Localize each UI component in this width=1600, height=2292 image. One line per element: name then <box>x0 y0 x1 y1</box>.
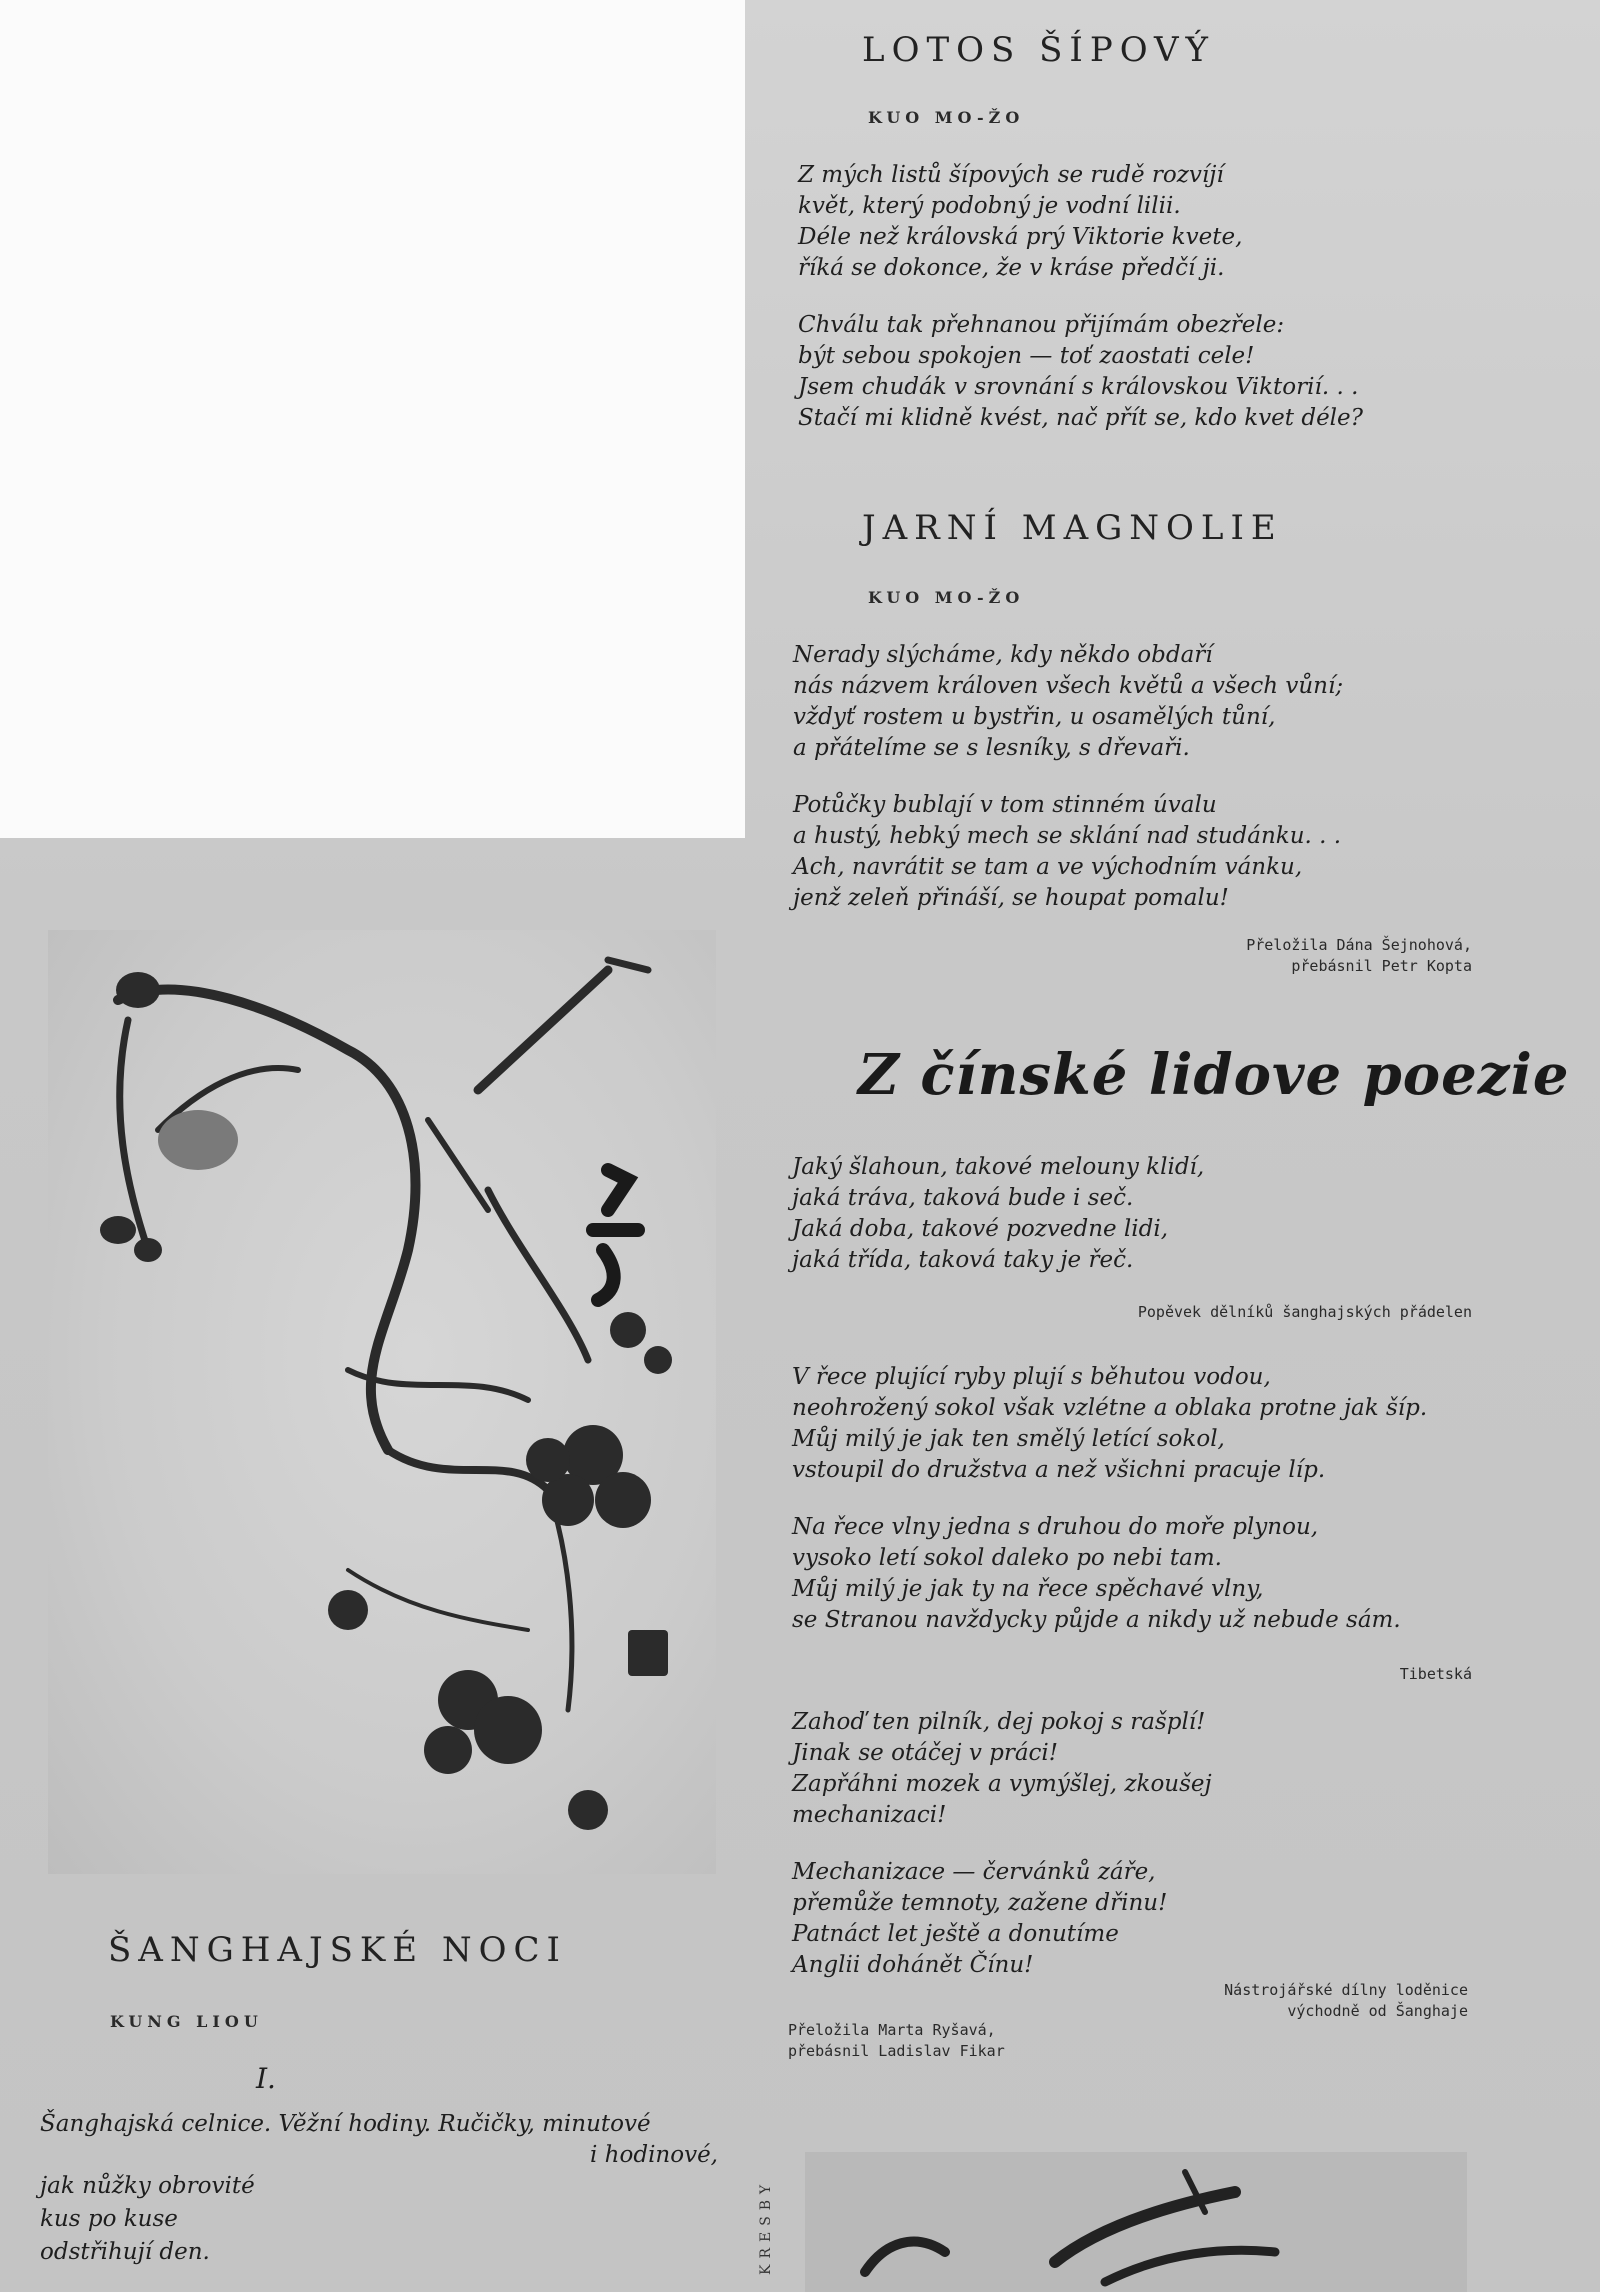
poem-line: Anglii dohánět Čínu! <box>792 1952 1034 1978</box>
poem-source-1: Popěvek dělníků šanghajských přádelen <box>1137 1303 1472 1321</box>
poem-line: Z mých listů šípových se rudě rozvíjí <box>798 162 1224 188</box>
poem-line: vstoupil do družstva a než všichni pracuje líp. <box>792 1457 1326 1483</box>
poem-line: odstřihují den. <box>40 2239 210 2265</box>
blank-paper-patch <box>0 0 745 838</box>
poem-title-magnolie: JARNÍ MAGNOLIE <box>862 508 1283 548</box>
poem-line: Šanghajská celnice. Věžní hodiny. Ručičky, minutové <box>40 2111 651 2137</box>
folk-poem-3-stanza-1 <box>792 1707 1212 1831</box>
poem-source-2: Tibetská <box>1399 1665 1472 1683</box>
poem-line: Ach, navrátit se tam a ve východním vánku, <box>793 854 1303 880</box>
poem-stanza-magnolie-1 <box>793 640 1343 764</box>
side-label-kresby: KRESBY <box>758 2178 774 2275</box>
poem-line: Můj milý je jak ten smělý letící sokol, <box>792 1426 1225 1452</box>
poem-line: se Stranou navždycky půjde a nikdy už nebude sám. <box>792 1607 1401 1633</box>
credit-line: Nástrojářské dílny loděnice <box>1224 1981 1468 1999</box>
poem-line: kus po kuse <box>40 2206 178 2232</box>
credit-line: přebásnil Ladislav Fikar <box>788 2042 1005 2060</box>
poem-line: Déle než královská prý Viktorie kvete, <box>798 224 1243 250</box>
poem-line: a hustý, hebký mech se sklání nad studánku. . . <box>793 823 1342 849</box>
poem-line: vysoko letí sokol daleko po nebi tam. <box>792 1545 1222 1571</box>
translator-credit-magnolie <box>1150 935 1472 977</box>
poem-source-3 <box>1140 1980 1468 2022</box>
poem-line: Chválu tak přehnanou přijímám obezřele: <box>798 312 1285 338</box>
poem-author-lotos: KUO MO-ŽO <box>868 108 1025 127</box>
poem-line: i hodinové, <box>590 2142 718 2168</box>
poem-part-number: I. <box>256 2062 276 2095</box>
poem-line: V řece plující ryby plují s běhutou vodou, <box>792 1364 1271 1390</box>
folk-poem-3-stanza-2 <box>792 1857 1167 1981</box>
poem-stanza-magnolie-2 <box>793 790 1341 914</box>
poem-line: přemůže temnoty, zažene dřinu! <box>792 1890 1168 1916</box>
poem-stanza-lotos-1 <box>798 160 1242 284</box>
poem-title-sanghaj: ŠANGHAJSKÉ NOCI <box>108 1930 567 1970</box>
poem-line: Zahoď ten pilník, dej pokoj s rašplí! <box>792 1709 1206 1735</box>
poem-line: neohrožený sokol však vzlétne a oblaka protne jak šíp. <box>792 1395 1428 1421</box>
poem-line: Můj milý je jak ty na řece spěchavé vlny, <box>792 1576 1264 1602</box>
poem-line: být sebou spokojen — toť zaostati cele! <box>798 343 1255 369</box>
poem-title-lotos: LOTOS ŠÍPOVÝ <box>862 30 1215 70</box>
poem-line: Jaká doba, takové pozvedne lidi, <box>792 1216 1169 1242</box>
poem-author-magnolie: KUO MO-ŽO <box>868 588 1025 607</box>
poem-line: květ, který podobný je vodní lilii. <box>798 193 1181 219</box>
poem-line: jaká třída, taková taky je řeč. <box>792 1247 1134 1273</box>
poem-author-sanghaj: KUNG LIOU <box>110 2012 263 2031</box>
credit-line: přebásnil Petr Kopta <box>1291 957 1472 975</box>
poem-line: Jsem chudák v srovnání s královskou Viktorií. . . <box>798 374 1359 400</box>
poem-line: Potůčky bublají v tom stinném úvalu <box>793 792 1217 818</box>
folk-poem-2-stanza-2 <box>792 1512 1401 1636</box>
poem-line: Stačí mi klidně kvést, nač přít se, kdo kvet déle? <box>798 405 1363 431</box>
credit-line: východně od Šanghaje <box>1287 2002 1468 2020</box>
poem-line: nás názvem královen všech květů a všech vůní; <box>793 673 1344 699</box>
poem-body-sanghaj <box>40 2108 730 2269</box>
poem-line: Jinak se otáčej v práci! <box>792 1740 1059 1766</box>
poem-line: a přátelíme se s lesníky, s dřevaři. <box>793 735 1190 761</box>
translator-credit-folk <box>788 2020 1005 2062</box>
poem-stanza-lotos-2 <box>798 310 1363 434</box>
ink-painting-illustration <box>48 930 716 1874</box>
poem-line: vždyť rostem u bystřin, u osamělých tůní, <box>793 704 1276 730</box>
poem-line: jaká tráva, taková bude i seč. <box>792 1185 1134 1211</box>
poem-line: říká se dokonce, že v kráse předčí ji. <box>798 255 1225 281</box>
credit-line: Přeložila Dána Šejnohová, <box>1246 936 1472 954</box>
bottom-ink-drawing <box>805 2152 1467 2292</box>
poem-line: Na řece vlny jedna s druhou do moře plynou, <box>792 1514 1319 1540</box>
section-heading: Z čínské lidove poezie <box>858 1042 1570 1108</box>
poem-line: jak nůžky obrovité <box>40 2173 255 2199</box>
poem-line: Mechanizace — červánků záře, <box>792 1859 1156 1885</box>
poem-line: Patnáct let ještě a donutíme <box>792 1921 1119 1947</box>
poem-line: Zapřáhni mozek a vymýšlej, zkoušej <box>792 1771 1212 1797</box>
bottom-drawing-strokes <box>805 2152 1467 2292</box>
poem-line: Nerady slýcháme, kdy někdo obdaří <box>793 642 1213 668</box>
poem-line: mechanizaci! <box>792 1802 947 1828</box>
poem-line: jenž zeleň přináší, se houpat pomalu! <box>793 885 1229 911</box>
credit-line: Přeložila Marta Ryšavá, <box>788 2021 996 2039</box>
folk-poem-2-stanza-1 <box>792 1362 1427 1486</box>
blossom-branch-drawing <box>48 930 716 1874</box>
poem-line: Jaký šlahoun, takové melouny klidí, <box>792 1154 1205 1180</box>
folk-poem-1 <box>792 1152 1204 1276</box>
